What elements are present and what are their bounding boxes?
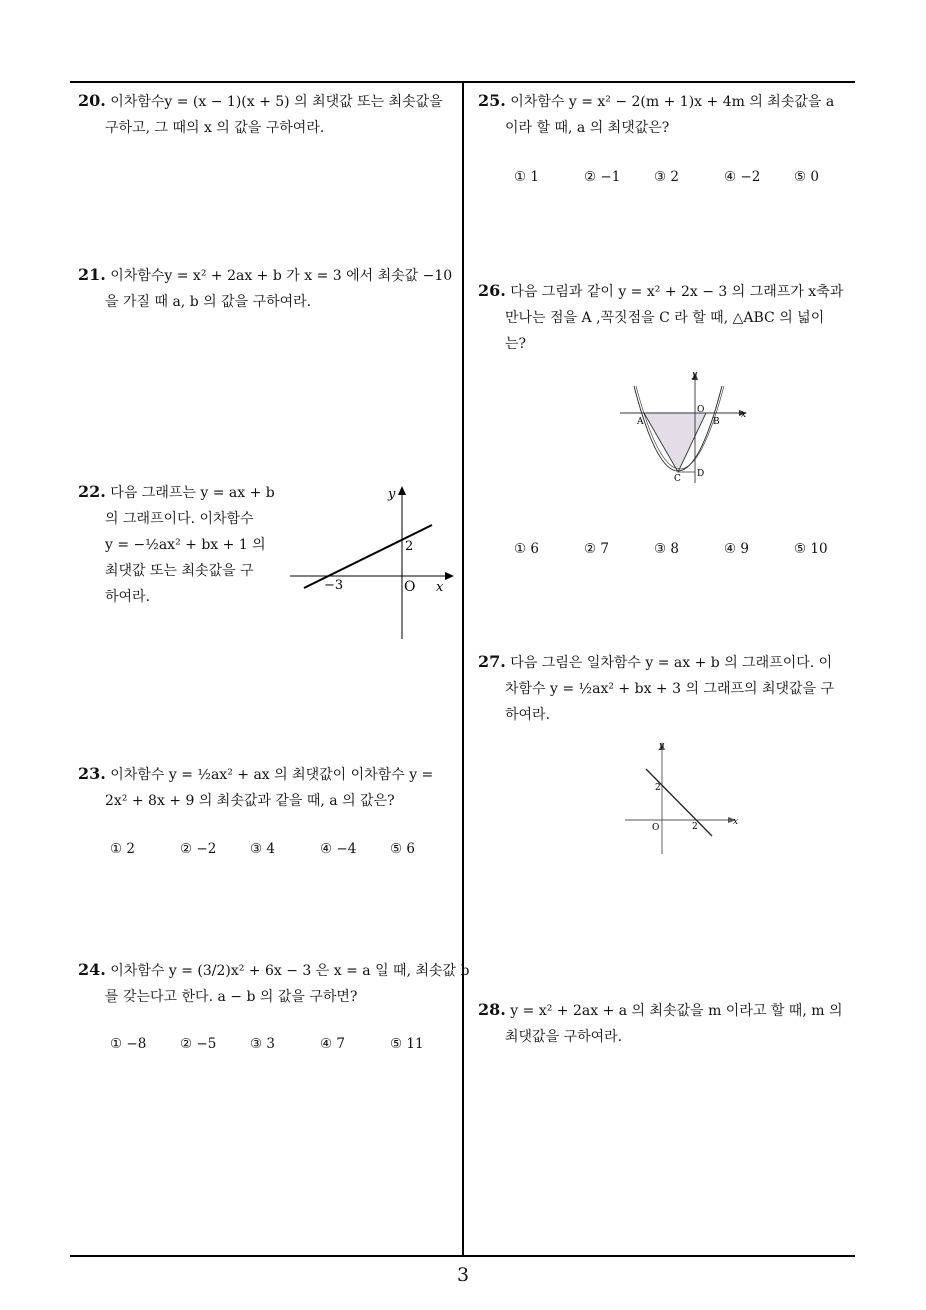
question-text: 이차함수y = (x − 1)(x + 5) 의 최댓값 또는 최솟값을 — [110, 94, 443, 110]
choice-1[interactable]: ① −8 — [110, 1036, 147, 1052]
choice-5[interactable]: ⑤ 11 — [390, 1036, 424, 1052]
question-22 — [78, 479, 278, 610]
question-text: 구하고, 그 때의 x 의 값을 구하여라. — [105, 120, 325, 136]
choice-4[interactable]: ④ 7 — [320, 1036, 345, 1052]
question-text: 하여라. — [505, 707, 551, 723]
question-number: 21. — [78, 265, 106, 284]
question-27 — [478, 649, 863, 728]
question-text: 이차함수y = x² + 2ax + b 가 x = 3 에서 최솟값 −10 — [110, 268, 453, 284]
point-a-label: A — [637, 417, 644, 427]
question-text: 이차함수 y = ½ax² + ax 의 최댓값이 이차함수 y = — [110, 767, 434, 783]
choice-3[interactable]: ③ 3 — [250, 1036, 275, 1052]
choice-1[interactable]: ① 1 — [514, 169, 539, 185]
q26-parabola-graph — [618, 366, 754, 488]
choice-1[interactable]: ① 2 — [110, 841, 135, 857]
question-number: 27. — [478, 652, 506, 671]
bottom-rule — [70, 1255, 855, 1257]
question-text: 다음 그래프는 y = ax + b — [110, 485, 275, 501]
x-axis-label: x — [741, 410, 747, 420]
question-number: 24. — [78, 960, 106, 979]
question-text: 다음 그림은 일차함수 y = ax + b 의 그래프이다. 이 — [510, 655, 833, 671]
choice-3[interactable]: ③ 4 — [250, 841, 275, 857]
question-text: 는? — [505, 336, 527, 352]
choice-2[interactable]: ② 7 — [584, 541, 609, 557]
x-intercept-label: 2 — [692, 822, 698, 832]
question-text: 차함수 y = ½ax² + bx + 3 의 그래프의 최댓값을 구 — [505, 681, 835, 697]
point-c-label: C — [674, 474, 681, 484]
question-25 — [478, 88, 863, 141]
choice-2[interactable]: ② −1 — [584, 169, 621, 185]
question-text: 2x² + 8x + 9 의 최솟값과 같을 때, a 의 값은? — [105, 793, 395, 809]
column-divider — [462, 82, 464, 1256]
x-intercept-label: −3 — [324, 578, 344, 593]
y-intercept-label: 2 — [655, 783, 661, 793]
y-intercept-label: 2 — [405, 539, 414, 554]
choice-2[interactable]: ② −5 — [180, 1036, 217, 1052]
question-number: 28. — [478, 1000, 506, 1019]
x-axis-label: x — [733, 817, 739, 827]
y-axis-label: y — [659, 741, 665, 751]
question-text: 만나는 점을 A ,꼭짓점을 C 라 할 때, △ABC 의 넓이 — [505, 310, 825, 326]
question-24 — [78, 957, 470, 1010]
question-21 — [78, 262, 458, 315]
q22-line-graph — [288, 484, 458, 644]
choice-4[interactable]: ④ −4 — [320, 841, 357, 857]
choice-5[interactable]: ⑤ 6 — [390, 841, 415, 857]
y-axis-label: y — [692, 370, 698, 380]
question-number: 22. — [78, 482, 106, 501]
origin-label: O — [404, 579, 416, 595]
q27-line-graph — [622, 738, 746, 858]
question-text: 이라 할 때, a 의 최댓값은? — [505, 120, 670, 136]
page-number: 3 — [456, 1264, 470, 1286]
question-text: 다음 그림과 같이 y = x² + 2x − 3 의 그래프가 x축과 — [510, 284, 844, 300]
point-b-label: B — [713, 417, 720, 427]
question-text: 최댓값을 구하여라. — [505, 1029, 623, 1045]
choice-5[interactable]: ⑤ 10 — [794, 541, 828, 557]
question-text: 이차함수 y = x² − 2(m + 1)x + 4m 의 최솟값을 a — [510, 94, 835, 110]
choice-3[interactable]: ③ 8 — [654, 541, 679, 557]
choice-4[interactable]: ④ −2 — [724, 169, 761, 185]
question-28 — [478, 997, 863, 1050]
choice-3[interactable]: ③ 2 — [654, 169, 679, 185]
choice-4[interactable]: ④ 9 — [724, 541, 749, 557]
question-20 — [78, 88, 458, 141]
choice-1[interactable]: ① 6 — [514, 541, 539, 557]
question-text: y = −½ax² + bx + 1 의 — [105, 537, 266, 553]
point-d-label: D — [697, 469, 705, 479]
choice-2[interactable]: ② −2 — [180, 841, 217, 857]
question-number: 25. — [478, 91, 506, 110]
origin-label: O — [697, 405, 705, 415]
question-text: 이차함수 y = (3/2)x² + 6x − 3 은 x = a 일 때, 최솟값 b — [110, 963, 470, 979]
question-text: 의 그래프이다. 이차함수 — [105, 511, 254, 527]
question-number: 23. — [78, 764, 106, 783]
question-number: 20. — [78, 91, 106, 110]
question-text: 을 가질 때 a, b 의 값을 구하여라. — [105, 294, 312, 310]
question-text: 최댓값 또는 최솟값을 구 — [105, 563, 254, 579]
y-axis-label: y — [388, 487, 396, 502]
origin-label: O — [652, 823, 660, 833]
question-number: 26. — [478, 281, 506, 300]
question-text: 하여라. — [105, 589, 151, 605]
choice-5[interactable]: ⑤ 0 — [794, 169, 819, 185]
x-axis-label: x — [436, 580, 444, 595]
question-23 — [78, 761, 458, 814]
question-26 — [478, 278, 863, 357]
question-text: 를 갖는다고 한다. a − b 의 값을 구하면? — [105, 989, 358, 1005]
question-text: y = x² + 2ax + a 의 최솟값을 m 이라고 할 때, m 의 — [510, 1003, 843, 1019]
